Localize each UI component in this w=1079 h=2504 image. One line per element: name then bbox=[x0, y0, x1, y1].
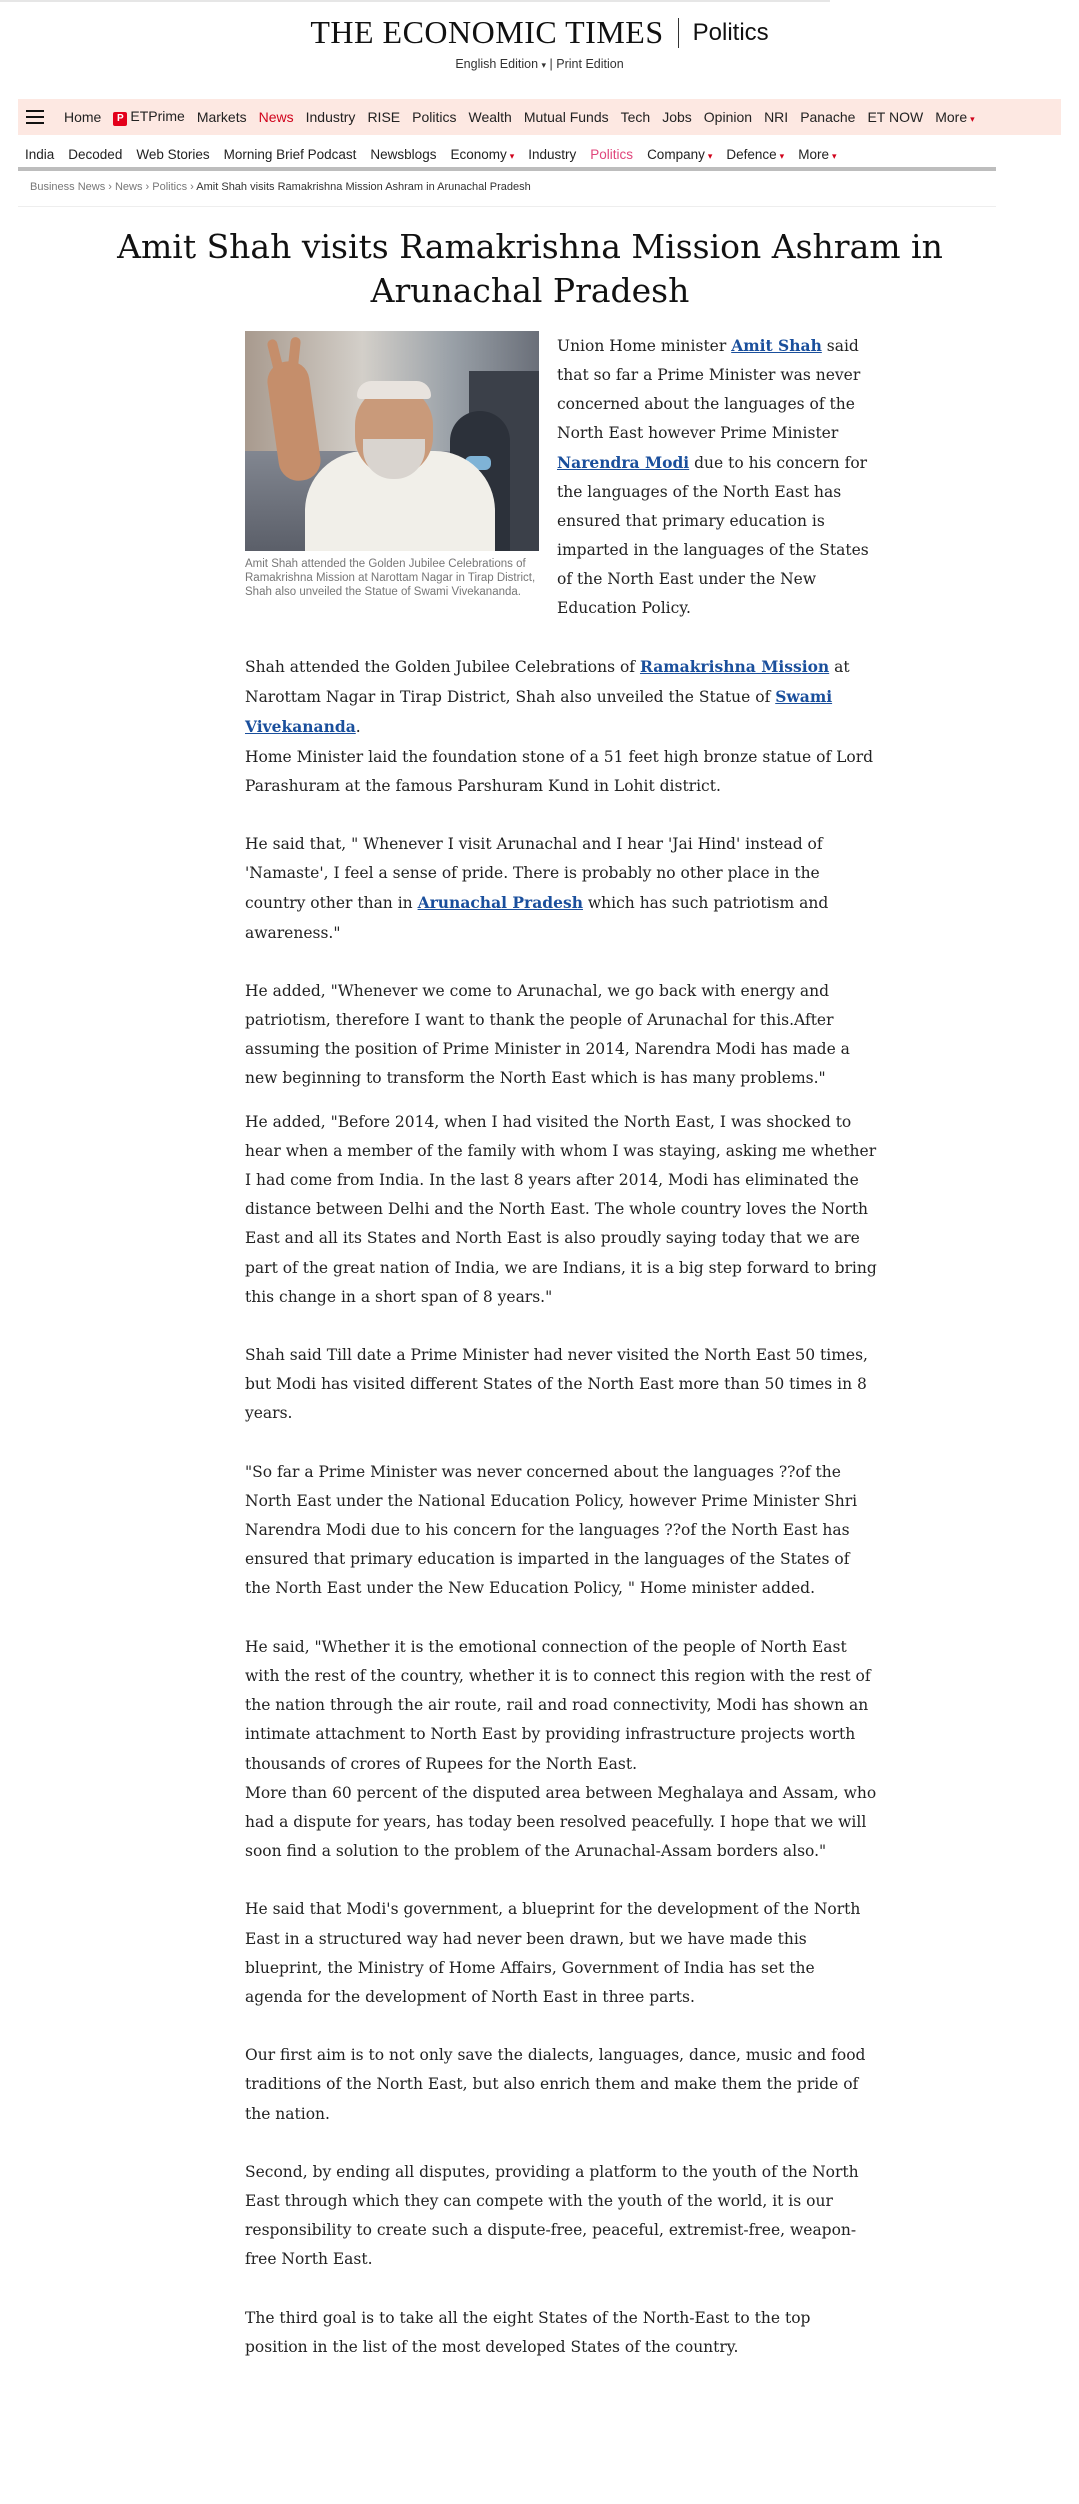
top-rule bbox=[0, 0, 830, 2]
nav-opinion[interactable]: Opinion bbox=[703, 109, 753, 125]
subnav-more[interactable]: More ▾ bbox=[798, 146, 837, 162]
subnav-politics[interactable]: Politics bbox=[590, 146, 634, 162]
nav-et-now[interactable]: ET NOW bbox=[867, 109, 924, 125]
photo-caption: Amit Shah attended the Golden Jubilee Celebrations of Ramakrishna Mission at Narottam Nagar in Tirap District, Shah also unveiled the Statue of Swami Vivekananda. bbox=[245, 558, 536, 598]
subnav-defence[interactable]: Defence ▾ bbox=[726, 146, 785, 162]
subnav-company[interactable]: Company ▾ bbox=[647, 146, 713, 162]
article-figure bbox=[245, 331, 539, 599]
nav-more[interactable]: More ▾ bbox=[935, 109, 975, 125]
breadcrumb-item[interactable]: Business News bbox=[30, 181, 106, 193]
chevron-down-icon: ▾ bbox=[779, 150, 785, 161]
subnav-decoded[interactable]: Decoded bbox=[68, 146, 123, 162]
link-ramakrishna-mission[interactable]: Ramakrishna Mission bbox=[639, 657, 830, 676]
breadcrumb-divider bbox=[18, 206, 996, 207]
paragraph: Our first aim is to not only save the dialects, languages, dance, music and food traditions of the North East, but also enrich them and make them the pride of the nation. bbox=[245, 2046, 866, 2123]
subnav-india[interactable]: India bbox=[25, 146, 55, 162]
paragraph: He added, "Whenever we come to Arunachal, we go back with energy and patriotism, therefore I want to thank the people of Arunachal for this.After assuming the position of Prime Minister in 2014, Narendra Modi has made a new beginning to transform the North East which is has many problems." bbox=[245, 981, 850, 1088]
nav-wealth[interactable]: Wealth bbox=[468, 109, 512, 125]
site-logo[interactable]: THE ECONOMIC TIMES bbox=[310, 14, 664, 50]
chevron-down-icon: ▾ bbox=[707, 150, 713, 161]
edition-divider: | bbox=[549, 57, 553, 71]
article-intro: Union Home minister Amit Shah said that so far a Prime Minister was never concerned about the languages of the North East however Prime Minister Narendra Modi due to his concern for the languages of the North East has ensured that primary education is imparted in the languages of the States of the North East under the New Education Policy. bbox=[557, 336, 869, 617]
breadcrumb-item[interactable]: Politics bbox=[152, 181, 188, 193]
chevron-down-icon: ▾ bbox=[831, 150, 837, 161]
breadcrumb-current: Amit Shah visits Ramakrishna Mission Ashram in Arunachal Pradesh bbox=[196, 181, 531, 193]
brand-row bbox=[310, 14, 768, 51]
link-swami-vivekananda[interactable]: Swami Vivekananda bbox=[245, 687, 833, 737]
nav-home[interactable]: Home bbox=[64, 109, 102, 125]
etprime-icon: P bbox=[113, 112, 127, 126]
paragraph: He said, "Whether it is the emotional connection of the people of North East with the rest of the country, whether it is to connect this region with the rest of the nation through the air route, rail and road connectivity, Modi has shown an intimate attachment to North East by providing infrastructure projects worth thousands of crores of Rupees for the North East. bbox=[245, 1637, 871, 1773]
nav-industry[interactable]: Industry bbox=[305, 109, 356, 125]
nav-politics[interactable]: Politics bbox=[412, 109, 457, 125]
edition-row bbox=[0, 57, 1079, 71]
link-narendra-modi[interactable]: Narendra Modi bbox=[557, 453, 690, 472]
article-body bbox=[245, 652, 877, 2362]
subnav-newsblogs[interactable]: Newsblogs bbox=[370, 146, 437, 162]
subnav-economy[interactable]: Economy ▾ bbox=[450, 146, 515, 162]
paragraph: More than 60 percent of the disputed area between Meghalaya and Assam, who had a dispute for years, has today been resolved peacefully. I hope that we will soon find a solution to the problem of the Arunachal-Assam borders also." bbox=[245, 1783, 877, 1861]
secondary-nav bbox=[18, 138, 998, 170]
nav-mutual-funds[interactable]: Mutual Funds bbox=[523, 109, 609, 125]
edition-selector[interactable]: English Edition ▾ bbox=[455, 57, 547, 71]
article-title: Amit Shah visits Ramakrishna Mission Ashram in Arunachal Pradesh bbox=[117, 227, 943, 310]
paragraph: Shah said Till date a Prime Minister had never visited the North East 50 times, but Modi has visited different States of the North East more than 50 times in 8 years. bbox=[245, 1346, 868, 1423]
paragraph: He said that Modi's government, a blueprint for the development of the North East in a structured way had never been drawn, but we have made this blueprint, the Ministry of Home Affairs, Government of India has set the agenda for the development of North East in three parts. bbox=[245, 1900, 861, 2006]
subnav-web-stories[interactable]: Web Stories bbox=[136, 146, 210, 162]
paragraph: Shah attended the Golden Jubilee Celebrations of Ramakrishna Mission at Narottam Nagar in Tirap District, Shah also unveiled the Statue of Swami Vivekananda. bbox=[245, 657, 850, 737]
chevron-down-icon: ▾ bbox=[970, 114, 975, 124]
paragraph: Second, by ending all disputes, providing a platform to the youth of the North East through which they can compete with the youth of the world, it is our responsibility to create such a dispute-free, peaceful, extremist-free, weapon-free North East. bbox=[245, 2162, 859, 2269]
nav-markets[interactable]: Markets bbox=[196, 109, 247, 125]
nav-divider bbox=[18, 167, 996, 171]
paragraph: He said that, " Whenever I visit Arunachal and I hear 'Jai Hind' instead of 'Namaste', I feel a sense of pride. There is probably no other place in the country other than in Arunachal Pradesh which has such patriotism and awareness." bbox=[245, 835, 829, 942]
paragraph: The third goal is to take all the eight States of the North-East to the top position in the list of the most developed States of the country. bbox=[245, 2308, 811, 2356]
breadcrumb-item[interactable]: News bbox=[114, 181, 143, 193]
paragraph: Home Minister laid the foundation stone of a 51 feet high bronze statue of Lord Parashuram at the famous Parshuram Kund in Lohit district. bbox=[245, 747, 874, 795]
nav-etprime[interactable]: P ETPrime bbox=[107, 108, 190, 126]
nav-nri[interactable]: NRI bbox=[764, 109, 789, 125]
subnav-industry[interactable]: Industry bbox=[528, 146, 577, 162]
masthead bbox=[0, 14, 1079, 71]
primary-nav bbox=[18, 99, 1061, 135]
hamburger-menu-icon[interactable] bbox=[18, 99, 58, 135]
breadcrumb: Business News › News › Politics › Amit Shah visits Ramakrishna Mission Ashram in Arunachal Pradesh bbox=[30, 181, 531, 193]
link-arunachal-pradesh[interactable]: Arunachal Pradesh bbox=[417, 893, 583, 913]
section-name[interactable]: Politics bbox=[692, 18, 769, 46]
nav-panache[interactable]: Panache bbox=[800, 109, 856, 125]
paragraph: "So far a Prime Minister was never concerned about the languages ??of the North East under the National Education Policy, however Prime Minister Shri Narendra Modi due to his concern for the languages ??of the North East has ensured that primary education is imparted in the languages of the States of the North East under the New Education Policy, " Home minister added. bbox=[245, 1462, 858, 1598]
link-amit-shah[interactable]: Amit Shah bbox=[731, 336, 822, 355]
nav-jobs[interactable]: Jobs bbox=[662, 109, 692, 125]
nav-news[interactable]: News bbox=[258, 109, 294, 125]
brand-divider bbox=[678, 18, 679, 48]
nav-rise[interactable]: RISE bbox=[367, 109, 401, 125]
chevron-down-icon: ▾ bbox=[509, 150, 515, 161]
print-edition-link[interactable]: Print Edition bbox=[556, 57, 624, 71]
paragraph: He added, "Before 2014, when I had visited the North East, I was shocked to hear when a member of the family with whom I was staying, asking me whether I had come from India. In the last 8 years after 2014, Modi has eliminated the distance between Delhi and the North East. The whole country loves the North East and all its States and North East is also proudly saying today that we are part of the great nation of India, we are Indians, it is a big step forward to bring this change in a short span of 8 years." bbox=[245, 1112, 877, 1306]
chevron-down-icon: ▾ bbox=[541, 60, 547, 70]
nav-tech[interactable]: Tech bbox=[620, 109, 651, 125]
subnav-morning-brief[interactable]: Morning Brief Podcast bbox=[223, 146, 357, 162]
article-photo[interactable] bbox=[245, 331, 539, 551]
